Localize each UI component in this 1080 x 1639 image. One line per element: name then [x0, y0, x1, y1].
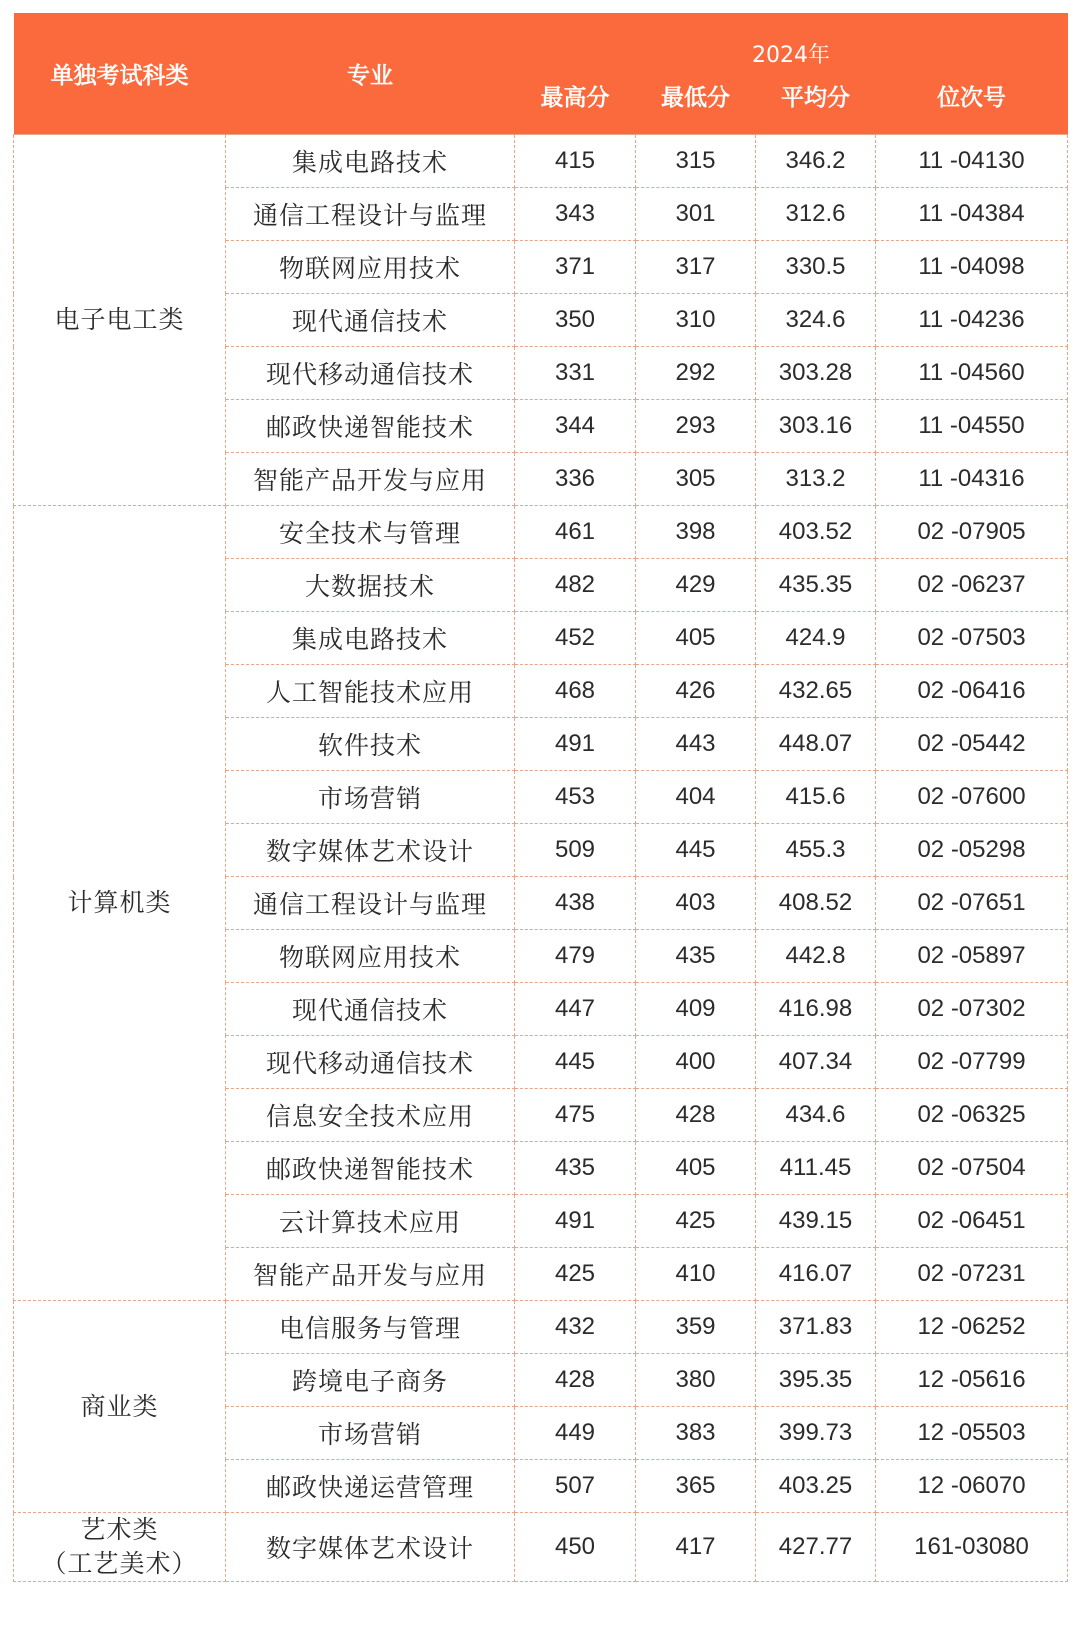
rank-cell: 02 -07302 [876, 983, 1068, 1036]
table-row [14, 1301, 1068, 1354]
major-cell: 软件技术 [226, 718, 515, 771]
rank-cell: 02 -07905 [876, 506, 1068, 559]
category-cell: 商业类 [14, 1301, 226, 1513]
rank-cell: 02 -07799 [876, 1036, 1068, 1089]
category-cell: 电子电工类 [14, 135, 226, 506]
major-cell: 数字媒体艺术设计 [226, 1513, 515, 1582]
max-score-cell: 453 [515, 771, 636, 824]
major-cell: 邮政快递智能技术 [226, 1142, 515, 1195]
avg-score-cell: 424.9 [756, 612, 876, 665]
max-score-cell: 491 [515, 718, 636, 771]
major-cell: 现代移动通信技术 [226, 1036, 515, 1089]
major-cell: 人工智能技术应用 [226, 665, 515, 718]
rank-cell: 12 -05616 [876, 1354, 1068, 1407]
min-score-cell: 428 [636, 1089, 756, 1142]
min-score-cell: 292 [636, 347, 756, 400]
score-table [13, 13, 1068, 1582]
max-score-cell: 435 [515, 1142, 636, 1195]
max-score-cell: 428 [515, 1354, 636, 1407]
avg-score-cell: 312.6 [756, 188, 876, 241]
major-cell: 现代移动通信技术 [226, 347, 515, 400]
major-cell: 集成电路技术 [226, 612, 515, 665]
min-score-cell: 409 [636, 983, 756, 1036]
rank-cell: 11 -04130 [876, 135, 1068, 188]
max-score-cell: 491 [515, 1195, 636, 1248]
min-score-cell: 435 [636, 930, 756, 983]
major-cell: 物联网应用技术 [226, 241, 515, 294]
rank-cell: 02 -07651 [876, 877, 1068, 930]
header-major: 专业 [226, 13, 515, 135]
table-row [14, 1513, 1068, 1582]
max-score-cell: 450 [515, 1513, 636, 1582]
major-cell: 智能产品开发与应用 [226, 1248, 515, 1301]
max-score-cell: 475 [515, 1089, 636, 1142]
min-score-cell: 359 [636, 1301, 756, 1354]
min-score-cell: 315 [636, 135, 756, 188]
max-score-cell: 344 [515, 400, 636, 453]
major-cell: 数字媒体艺术设计 [226, 824, 515, 877]
major-cell: 市场营销 [226, 1407, 515, 1460]
major-cell: 集成电路技术 [226, 135, 515, 188]
major-cell: 电信服务与管理 [226, 1301, 515, 1354]
min-score-cell: 383 [636, 1407, 756, 1460]
major-cell: 现代通信技术 [226, 983, 515, 1036]
min-score-cell: 445 [636, 824, 756, 877]
max-score-cell: 445 [515, 1036, 636, 1089]
category-cell: 计算机类 [14, 506, 226, 1301]
table-row [14, 506, 1068, 559]
rank-cell: 02 -06237 [876, 559, 1068, 612]
major-cell: 邮政快递运营管理 [226, 1460, 515, 1513]
major-cell: 跨境电子商务 [226, 1354, 515, 1407]
avg-score-cell: 442.8 [756, 930, 876, 983]
max-score-cell: 509 [515, 824, 636, 877]
min-score-cell: 429 [636, 559, 756, 612]
rank-cell: 02 -05298 [876, 824, 1068, 877]
max-score-cell: 482 [515, 559, 636, 612]
avg-score-cell: 415.6 [756, 771, 876, 824]
min-score-cell: 410 [636, 1248, 756, 1301]
rank-cell: 11 -04236 [876, 294, 1068, 347]
header-avg-score: 平均分 [756, 75, 876, 135]
header-year: 2024年 [515, 13, 1068, 75]
avg-score-cell: 416.98 [756, 983, 876, 1036]
avg-score-cell: 403.25 [756, 1460, 876, 1513]
max-score-cell: 432 [515, 1301, 636, 1354]
avg-score-cell: 330.5 [756, 241, 876, 294]
min-score-cell: 417 [636, 1513, 756, 1582]
min-score-cell: 310 [636, 294, 756, 347]
major-cell: 信息安全技术应用 [226, 1089, 515, 1142]
rank-cell: 02 -05442 [876, 718, 1068, 771]
rank-cell: 02 -07503 [876, 612, 1068, 665]
rank-cell: 161-03080 [876, 1513, 1068, 1582]
rank-cell: 02 -07504 [876, 1142, 1068, 1195]
rank-cell: 02 -07231 [876, 1248, 1068, 1301]
rank-cell: 11 -04316 [876, 453, 1068, 506]
min-score-cell: 398 [636, 506, 756, 559]
min-score-cell: 405 [636, 1142, 756, 1195]
table-row [14, 135, 1068, 188]
min-score-cell: 301 [636, 188, 756, 241]
avg-score-cell: 303.16 [756, 400, 876, 453]
avg-score-cell: 403.52 [756, 506, 876, 559]
major-cell: 通信工程设计与监理 [226, 877, 515, 930]
max-score-cell: 507 [515, 1460, 636, 1513]
major-cell: 大数据技术 [226, 559, 515, 612]
major-cell: 邮政快递智能技术 [226, 400, 515, 453]
avg-score-cell: 416.07 [756, 1248, 876, 1301]
max-score-cell: 449 [515, 1407, 636, 1460]
min-score-cell: 405 [636, 612, 756, 665]
min-score-cell: 426 [636, 665, 756, 718]
avg-score-cell: 324.6 [756, 294, 876, 347]
max-score-cell: 343 [515, 188, 636, 241]
header-rank: 位次号 [876, 75, 1068, 135]
max-score-cell: 452 [515, 612, 636, 665]
max-score-cell: 438 [515, 877, 636, 930]
max-score-cell: 461 [515, 506, 636, 559]
avg-score-cell: 407.34 [756, 1036, 876, 1089]
avg-score-cell: 303.28 [756, 347, 876, 400]
max-score-cell: 447 [515, 983, 636, 1036]
rank-cell: 02 -06416 [876, 665, 1068, 718]
header-min-score: 最低分 [636, 75, 756, 135]
min-score-cell: 305 [636, 453, 756, 506]
min-score-cell: 380 [636, 1354, 756, 1407]
major-cell: 智能产品开发与应用 [226, 453, 515, 506]
major-cell: 物联网应用技术 [226, 930, 515, 983]
rank-cell: 11 -04550 [876, 400, 1068, 453]
rank-cell: 12 -06070 [876, 1460, 1068, 1513]
avg-score-cell: 346.2 [756, 135, 876, 188]
max-score-cell: 336 [515, 453, 636, 506]
rank-cell: 12 -06252 [876, 1301, 1068, 1354]
min-score-cell: 293 [636, 400, 756, 453]
avg-score-cell: 427.77 [756, 1513, 876, 1582]
min-score-cell: 365 [636, 1460, 756, 1513]
min-score-cell: 400 [636, 1036, 756, 1089]
avg-score-cell: 439.15 [756, 1195, 876, 1248]
table-header [14, 13, 1068, 135]
avg-score-cell: 434.6 [756, 1089, 876, 1142]
rank-cell: 02 -06325 [876, 1089, 1068, 1142]
rank-cell: 12 -05503 [876, 1407, 1068, 1460]
rank-cell: 11 -04560 [876, 347, 1068, 400]
min-score-cell: 317 [636, 241, 756, 294]
max-score-cell: 331 [515, 347, 636, 400]
rank-cell: 02 -06451 [876, 1195, 1068, 1248]
avg-score-cell: 395.35 [756, 1354, 876, 1407]
avg-score-cell: 408.52 [756, 877, 876, 930]
avg-score-cell: 411.45 [756, 1142, 876, 1195]
avg-score-cell: 435.35 [756, 559, 876, 612]
rank-cell: 11 -04098 [876, 241, 1068, 294]
avg-score-cell: 313.2 [756, 453, 876, 506]
max-score-cell: 415 [515, 135, 636, 188]
major-cell: 云计算技术应用 [226, 1195, 515, 1248]
min-score-cell: 404 [636, 771, 756, 824]
rank-cell: 11 -04384 [876, 188, 1068, 241]
max-score-cell: 479 [515, 930, 636, 983]
avg-score-cell: 432.65 [756, 665, 876, 718]
major-cell: 市场营销 [226, 771, 515, 824]
avg-score-cell: 371.83 [756, 1301, 876, 1354]
major-cell: 安全技术与管理 [226, 506, 515, 559]
max-score-cell: 425 [515, 1248, 636, 1301]
header-max-score: 最高分 [515, 75, 636, 135]
min-score-cell: 443 [636, 718, 756, 771]
avg-score-cell: 455.3 [756, 824, 876, 877]
major-cell: 现代通信技术 [226, 294, 515, 347]
major-cell: 通信工程设计与监理 [226, 188, 515, 241]
avg-score-cell: 448.07 [756, 718, 876, 771]
table-body [14, 135, 1068, 1582]
max-score-cell: 468 [515, 665, 636, 718]
rank-cell: 02 -05897 [876, 930, 1068, 983]
min-score-cell: 425 [636, 1195, 756, 1248]
rank-cell: 02 -07600 [876, 771, 1068, 824]
header-category: 单独考试科类 [14, 13, 226, 135]
category-cell: 艺术类 （工艺美术） [14, 1513, 226, 1582]
min-score-cell: 403 [636, 877, 756, 930]
max-score-cell: 350 [515, 294, 636, 347]
avg-score-cell: 399.73 [756, 1407, 876, 1460]
max-score-cell: 371 [515, 241, 636, 294]
